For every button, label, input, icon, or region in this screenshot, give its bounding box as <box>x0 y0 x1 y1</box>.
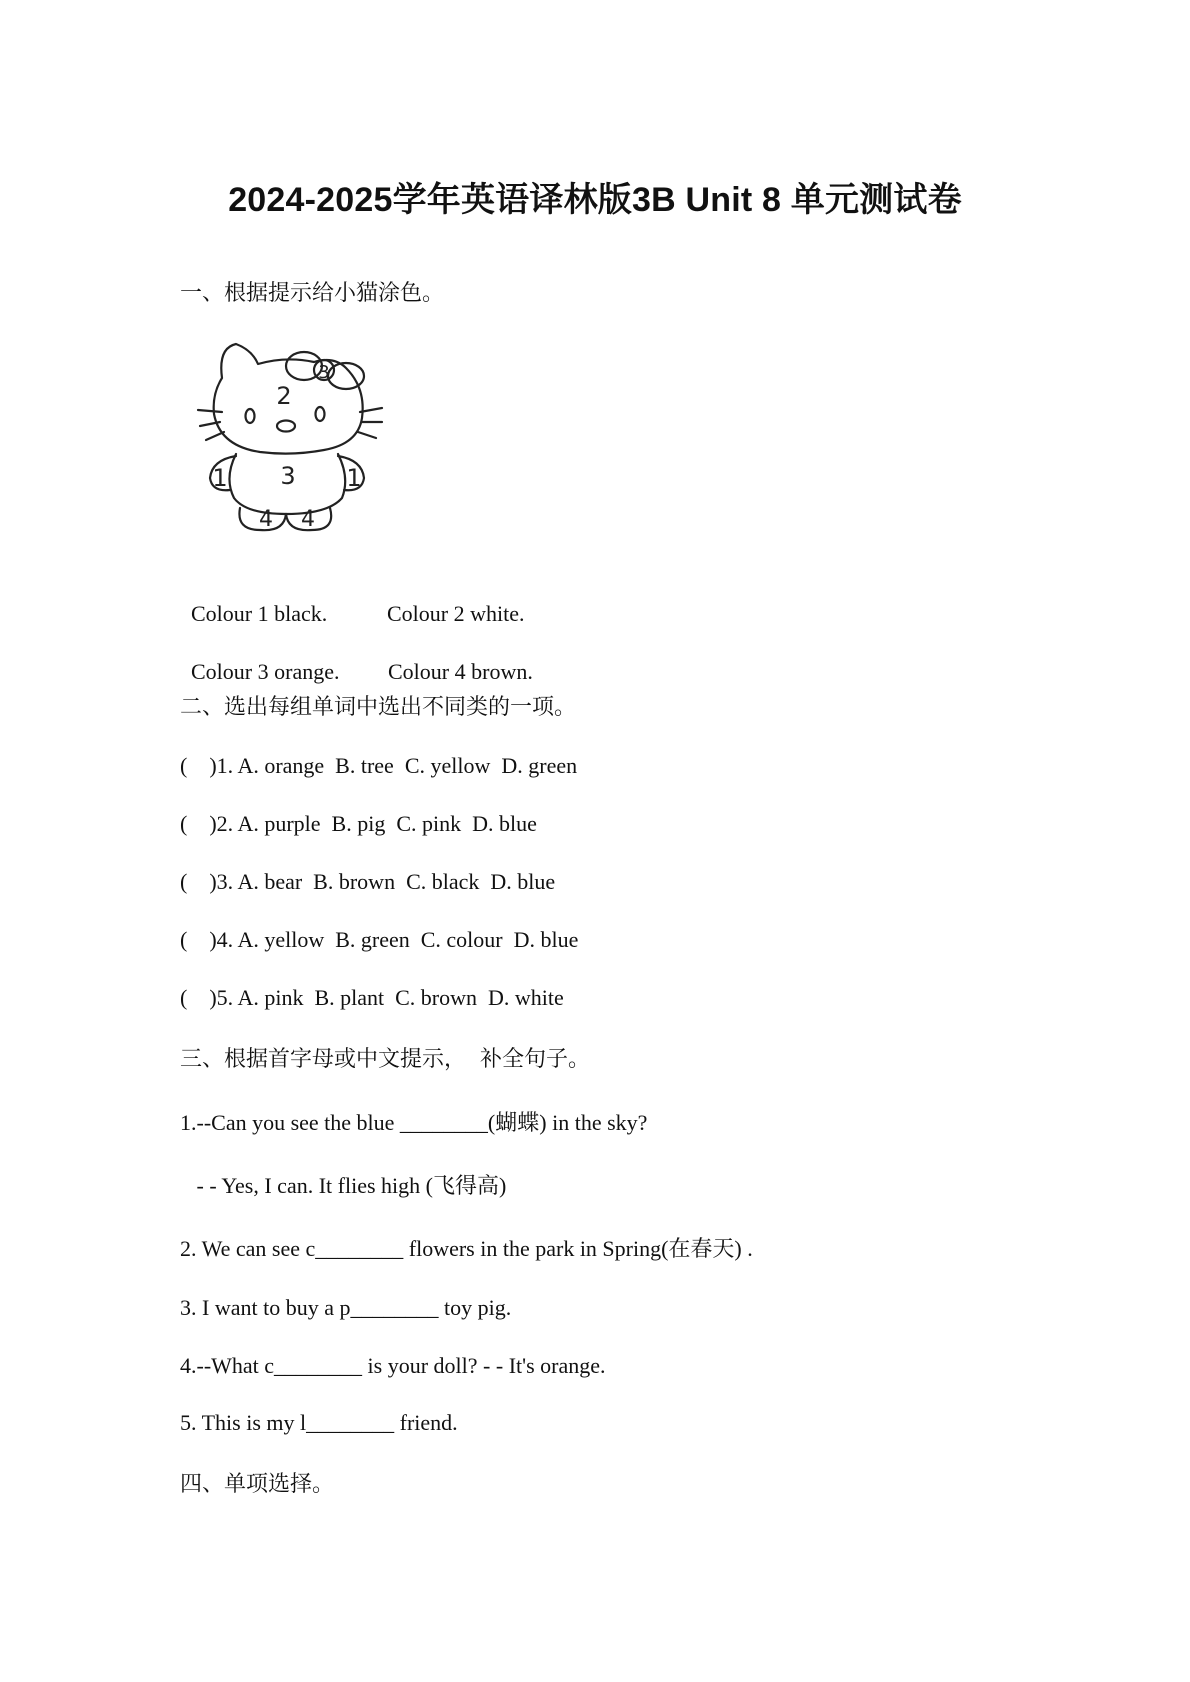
question-item: ( )3. A. bear B. brown C. black D. blue <box>180 869 556 894</box>
fill-item: 4.--What c________ is your doll? - - It's orange. <box>180 1353 606 1378</box>
instruction-row-1 <box>180 575 525 627</box>
fill-item: 5. This is my l________ friend. <box>180 1410 458 1435</box>
question-item: ( )4. A. yellow B. green C. colour D. blue <box>180 927 579 952</box>
instruction-colour-2: Colour 2 white. <box>387 601 525 626</box>
fill-item: 1.--Can you see the blue ________(蝴蝶) in the sky? <box>180 1110 648 1135</box>
hello-kitty-coloring-image <box>196 338 388 538</box>
cat-number-body: 3 <box>280 462 296 490</box>
cat-number-right-foot: 4 <box>301 507 315 532</box>
instruction-colour-1: Colour 1 black. <box>191 601 328 626</box>
cat-number-bow: 3 <box>318 362 330 383</box>
question-item: ( )5. A. pink B. plant C. brown D. white <box>180 985 564 1010</box>
fill-item: 2. We can see c________ flowers in the park in Spring(在春天) . <box>180 1236 753 1261</box>
section1-heading: 一、根据提示给小猫涂色。 <box>180 281 445 306</box>
cat-number-right-arm: 1 <box>346 464 362 492</box>
cat-number-left-foot: 4 <box>259 507 273 532</box>
question-item: ( )1. A. orange B. tree C. yellow D. green <box>180 753 578 778</box>
instruction-colour-4: Colour 4 brown. <box>388 659 533 684</box>
section2-heading: 二、选出每组单词中选出不同类的一项。 <box>180 695 577 720</box>
instruction-colour-3: Colour 3 orange. <box>191 659 340 684</box>
section3-heading: 三、根据首字母或中文提示， 补全句子。 <box>180 1047 590 1072</box>
fill-item-answer: - - Yes, I can. It flies high (飞得高) <box>180 1173 507 1198</box>
question-item: ( )2. A. purple B. pig C. pink D. blue <box>180 811 537 836</box>
page-title: 2024-2025学年英语译林版3B Unit 8 单元测试卷 <box>228 181 962 219</box>
cat-number-head: 2 <box>276 382 292 410</box>
instruction-row-2 <box>180 633 533 685</box>
cat-number-left-arm: 1 <box>212 464 228 492</box>
section4-heading: 四、单项选择。 <box>180 1472 335 1497</box>
fill-item: 3. I want to buy a p________ toy pig. <box>180 1295 512 1320</box>
